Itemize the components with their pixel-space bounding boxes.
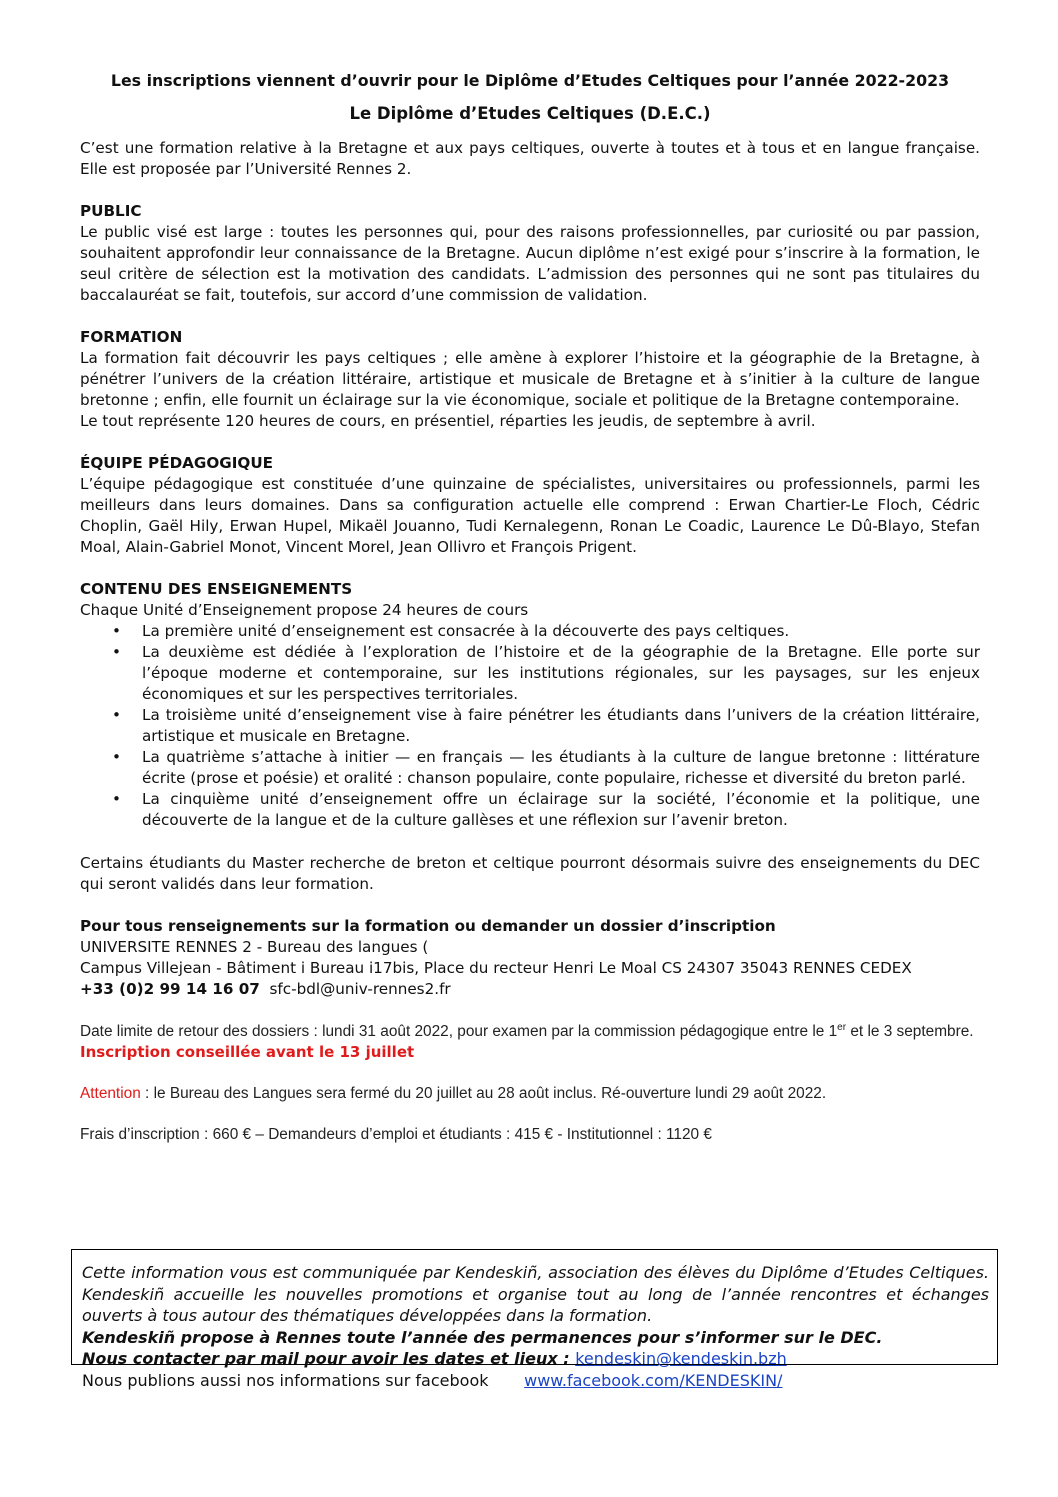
attention-body: : le Bureau des Langues sera fermé du 20 juillet au 28 août inclus. Ré-ouverture lundi 29 août 2022. [140,1085,827,1102]
box-email-link[interactable]: kendeskin@kendeskin.bzh [575,1349,787,1368]
equipe-heading: ÉQUIPE PÉDAGOGIQUE [80,454,274,472]
contenu-intro: Chaque Unité d’Enseignement propose 24 heures de cours [80,601,529,619]
formation-text: La formation fait découvrir les pays celtiques ; elle amène à explorer l’histoire et la géographie de la Bretagne, à pénétrer l’univers de la création littéraire, artistique et musicale de Bretagne et à s’initier à la culture de langue bretonne ; enfin, elle fournit un éclairage sur la vie économique, sociale et politique de la Bretagne contemporaine. [80,349,980,409]
sub-title: Le Diplôme d’Etudes Celtiques (D.E.C.) [349,104,711,123]
contact-phone-email [80,979,980,1000]
deadline-part-a: Date limite de retour des dossiers : lundi 31 août 2022, pour examen par la commission pédagogique entre le 1 [80,1023,838,1040]
contact-email[interactable]: sfc-bdl@univ-rennes2.fr [269,980,451,998]
box-contact-sep: : [557,1349,576,1368]
contact-address-1: UNIVERSITE RENNES 2 - Bureau des langues ( [80,938,429,956]
formation-hours: Le tout représente 120 heures de cours, en présentiel, réparties les jeudis, de septembre à avril. [80,412,816,430]
intro-paragraph: C’est une formation relative à la Bretagne et aux pays celtiques, ouverte à toutes et à tous et en langue française. Elle est proposée par l’Université Rennes 2. [80,139,980,178]
contact-heading: Pour tous renseignements sur la formation ou demander un dossier d’inscription [80,917,776,935]
deadline-text [80,1021,980,1042]
box-contact-line [82,1348,997,1370]
main-title: Les inscriptions viennent d’ouvrir pour le Diplôme d’Etudes Celtiques pour l’année 2022-2023 [110,71,950,90]
list-item: • La cinquième unité d’enseignement offre un éclairage sur la société, l’économie et la politique, une découverte de la langue et de la culture gallèses et une réflexion sur l’avenir breton. [142,789,980,831]
deadline-sup: er [837,1021,847,1033]
list-item: • La première unité d’enseignement est consacrée à la découverte des pays celtiques. [142,621,980,642]
deadline-part-b: et le 3 septembre. [846,1023,974,1040]
section-formation [80,327,980,432]
contact-address-2: Campus Villejean - Bâtiment i Bureau i17bis, Place du recteur Henri Le Moal CS 24307 35043 RENNES CEDEX [80,959,912,977]
contenu-list [80,621,980,831]
section-contact [80,916,980,1000]
contenu-heading: CONTENU DES ENSEIGNEMENTS [80,580,353,598]
section-dates [80,1021,980,1145]
attention-label: Attention [80,1085,141,1102]
contact-phone: +33 (0)2 99 14 16 07 [80,980,260,998]
advice-text: Inscription conseillée avant le 13 juillet [80,1043,415,1061]
fees-text: Frais d’inscription : 660 € – Demandeurs d’emploi et étudiants : 415 € - Institutionnel : 1120 € [80,1126,712,1143]
list-item: • La troisième unité d’enseignement vise à faire pénétrer les étudiants dans l’univers de la création littéraire, artistique et musicale en Bretagne. [142,705,980,747]
section-contenu [80,579,980,831]
public-text: Le public visé est large : toutes les personnes qui, pour des raisons professionnelles, par curiosité ou par passion, souhaitent approfondir leur connaissance de la Bretagne. Aucun diplôme n’est exigé pour s’inscrire à la formation, le seul critère de sélection est la motivation des candidats. L’admission des personnes qui ne sont pas titulaires du baccalauréat se fait, toutefois, sur accord d’une commission de validation. [80,223,980,304]
box-contact-label: Nous contacter par mail pour avoir les dates et lieux [82,1349,558,1368]
list-item: • La quatrième s’attache à initier — en français — les étudiants à la culture de langue bretonne : littérature écrite (prose et poésie) et oralité : chanson populaire, conte populaire, richesse et diversité du breton parlé. [142,747,980,789]
box-text-2: Kendeskiñ propose à Rennes toute l’année des permanences pour s’informer sur le DEC. [82,1327,883,1347]
attention-text [80,1083,980,1104]
box-text-1: Cette information vous est communiquée par Kendeskiñ, association des élèves du Diplôme d’Etudes Celtiques. Kendeskiñ accueille les nouvelles promotions et organise tout au long de l’année rencontres et échanges ouverts à tous autour des thématiques développées dans la formation. [82,1263,989,1325]
formation-heading: FORMATION [80,328,183,346]
section-equipe [80,453,980,558]
box-facebook-line [82,1370,997,1392]
section-public [80,201,980,306]
info-box [71,1249,998,1390]
master-paragraph: Certains étudiants du Master recherche de breton et celtique pourront désormais suivre des enseignements du DEC qui seront validés dans leur formation. [80,854,980,893]
box-facebook-link[interactable]: www.facebook.com/KENDESKIN/ [524,1370,783,1390]
list-item: • La deuxième est dédiée à l’exploration de l’histoire et de la géographie de la Bretagne. Elle porte sur l’époque moderne et contemporaine, sur les institutions régionales, sur les paysages, sur les enjeux économiques et sur les perspectives territoriales. [142,642,980,705]
public-heading: PUBLIC [80,202,142,220]
equipe-text: L’équipe pédagogique est constituée d’une quinzaine de spécialistes, universitaires ou professionnels, parmi les meilleurs dans leurs domaines. Dans sa configuration actuelle elle comprend : Erwan Chartier-Le Floch, Cédric Choplin, Gaël Hily, Erwan Hupel, Mikaël Jouanno, Tudi Kernalegenn, Ronan Le Coadic, Laurence Le Dû-Blayo, Stefan Moal, Alain-Gabriel Monot, Vincent Morel, Jean Ollivro et François Prigent. [80,475,980,556]
box-facebook-text: Nous publions aussi nos informations sur facebook [82,1370,489,1390]
document-page [80,70,980,1145]
